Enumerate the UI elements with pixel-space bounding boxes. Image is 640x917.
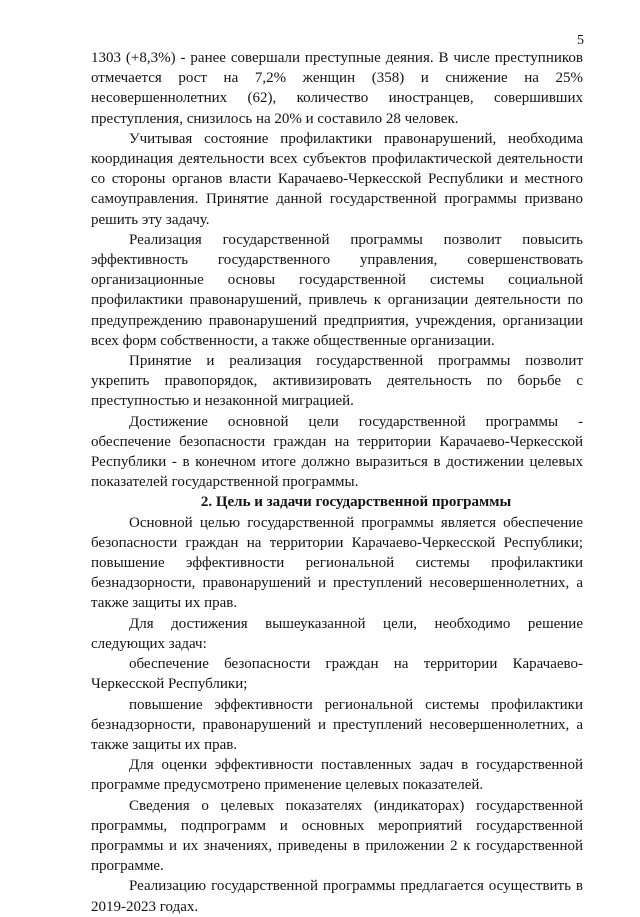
paragraph: 1303 (+8,3%) - ранее совершали преступные деяния. В числе преступников отмечается рост на 7,2% женщин (358) и снижение на 25% несовершеннолетних (62), количество иностранцев, совершивших преступления, снизилось на 20% и составило 28 человек.	[91, 50, 583, 127]
list-item: повышение эффективности региональной системы профилактики безнадзорности, правонарушений и преступлений несовершеннолетних, а также защиты их прав.	[91, 696, 583, 753]
paragraph: Для достижения вышеуказанной цели, необходимо решение следующих задач:	[91, 615, 583, 652]
paragraph: Сведения о целевых показателях (индикаторах) государственной программы, подпрограмм и основных мероприятий государственной программы и их значениях, приведены в приложении 2 к государственной программе.	[91, 797, 583, 875]
paragraph: Принятие и реализация государственной программы позволит укрепить правопорядок, активизировать деятельность по борьбе с преступностью и незаконной миграцией.	[91, 353, 583, 410]
paragraph: Достижение основной цели государственной программы - обеспечение безопасности граждан на территории Карачаево-Черкесской Республики - в конечном итоге должно выразиться в достижении целевых показателей государственной программы.	[91, 413, 583, 491]
document-body	[91, 48, 583, 917]
section-heading: 2. Цель и задачи государственной программы	[200, 494, 512, 511]
paragraph: Реализацию государственной программы предлагается осуществить в 2019-2023 годах.	[91, 878, 583, 915]
paragraph: Основной целью государственной программы является обеспечение безопасности граждан на территории Карачаево-Черкесской Республики; повышение эффективности региональной системы профилактики безнадзорности, правонарушений и преступлений несовершеннолетних, а также защиты их прав.	[91, 514, 583, 612]
paragraph: Реализация государственной программы позволит повысить эффективность государственного управления, совершенствовать организационные основы государственной системы социальной профилактики правонарушений, привлечь к организации деятельности по предупреждению правонарушений предприятия, учреждения, организации всех форм собственности, а также общественные организации.	[91, 231, 583, 349]
page-number: 5	[577, 33, 584, 48]
paragraph: Учитывая состояние профилактики правонарушений, необходима координация деятельности всех субъектов профилактической деятельности со стороны органов власти Карачаево-Черкесской Республики и местного самоуправления. Принятие данной государственной программы призвано решить эту задачу.	[91, 130, 583, 228]
list-item: обеспечение безопасности граждан на территории Карачаево-Черкесской Республики;	[91, 656, 583, 693]
paragraph: Для оценки эффективности поставленных задач в государственной программе предусмотрено применение целевых показателей.	[91, 757, 583, 794]
